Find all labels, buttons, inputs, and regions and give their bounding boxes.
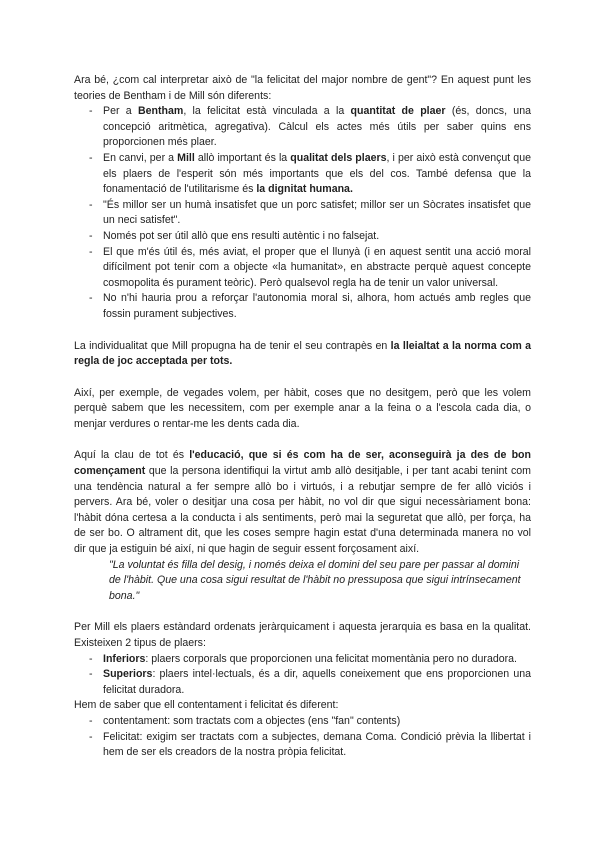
habit-paragraph: Així, per exemple, de vegades volem, per hàbit, coses que no desitgem, però que les volem perquè sabem que les necessitem, com per exemple anar a la feina o a l'escola cada dia, o menjar verdures o rentar-me les dents cada dia.: [74, 386, 531, 430]
bentham-mill-list: [74, 104, 531, 322]
list-item: - "És millor ser un humà insatisfet que un porc satisfet; millor ser un Sòcrates insatisfet que un neci satisfet".: [74, 198, 531, 229]
intro-paragraph: Ara bé, ¿com cal interpretar això de "la felicitat del major nombre de gent"? En aquest punt les teories de Bentham i de Mill són diferents:: [74, 74, 531, 102]
list-item: - En canvi, per a Mill allò important és la qualitat dels plaers, i per això està convençut que els plaers de l'esperit són més importants que els del cos. També defensa que la fonamentació de l'utilitarisme és la dignitat humana.: [74, 151, 531, 198]
list-item: - Per a Bentham, la felicitat està vinculada a la quantitat de plaer (és, doncs, una concepció aritmètica, agregativa). Càlcul els actes més útils per saber quins ens proporcionen més plaer.: [74, 104, 531, 151]
list-item: - Superiors: plaers intel·lectuals, és a dir, aquells coneixement que ens proporcionen una felicitat duradora.: [74, 667, 531, 698]
pleasure-types-list: [74, 652, 531, 699]
document-page: [74, 73, 531, 761]
list-item: - Només pot ser útil allò que ens resulti autèntic i no falsejat.: [74, 229, 531, 245]
list-item: - No n'hi hauria prou a reforçar l'autonomia moral si, alhora, hom actués amb regles que fossin purament subjectives.: [74, 291, 531, 322]
education-paragraph: Aquí la clau de tot és l'educació, que si és com ha de ser, aconseguirà ja des de bon començament que la persona identifiqui la virtut amb allò desitjable, i per tant acabi tenint com una tendència natural a fer sempre allò bo i virtuós, i a rebutjar sempre de fer allò viciós i pervers. Ara bé, voler o desitjar una cosa per hàbit, no vol dir que sigui necessàriament bona: l'hàbit dóna certesa a la conducta i als sentiments, però mai la seguretat que allò, per força, ha de ser bo. O altrament dit, que les coses sempre hagin estat d'una determinada manera no vol dir que ja estiguin bé així, ni que hagin de seguir essent forçosament així.: [74, 449, 531, 556]
list-item: - Felicitat: exigim ser tractats com a subjectes, demana Coma. Condició prèvia la llibertat i hem de ser els creadors de la nostra pròpia felicitat.: [74, 730, 531, 761]
pleasures-paragraph: Per Mill els plaers estàndard ordenats jeràrquicament i aquesta jerarquia es basa en la qualitat. Existeixen 2 tipus de plaers:: [74, 621, 531, 649]
mill-quote: "La voluntat és filla del desig, i només deixa el domini del seu pare per passar al domini de l'hàbit. Que una cosa sigui resultat de l'hàbit no pressuposa que sigui intrínsecament bona.": [109, 558, 521, 602]
list-item: - Inferiors: plaers corporals que proporcionen una felicitat momentània pero no duradora.: [74, 652, 531, 668]
contentment-list: [74, 714, 531, 761]
contentment-paragraph: Hem de saber que ell contentament i felicitat és diferent:: [74, 699, 339, 712]
individuality-paragraph: La individualitat que Mill propugna ha de tenir el seu contrapès en la lleialtat a la norma com a regla de joc acceptada per tots.: [74, 339, 532, 368]
list-item: - El que m'és útil és, més aviat, el proper que el llunyà (i en aquest sentit una acció moral difícilment pot tenir com a objecte «la humanitat», en abstracte perquè aquest concepte cosmopolita és purament teòric). Però qualsevol regla ha de tenir un valor universal.: [74, 245, 531, 292]
list-item: - contentament: som tractats com a objectes (ens "fan" contents): [74, 714, 531, 730]
